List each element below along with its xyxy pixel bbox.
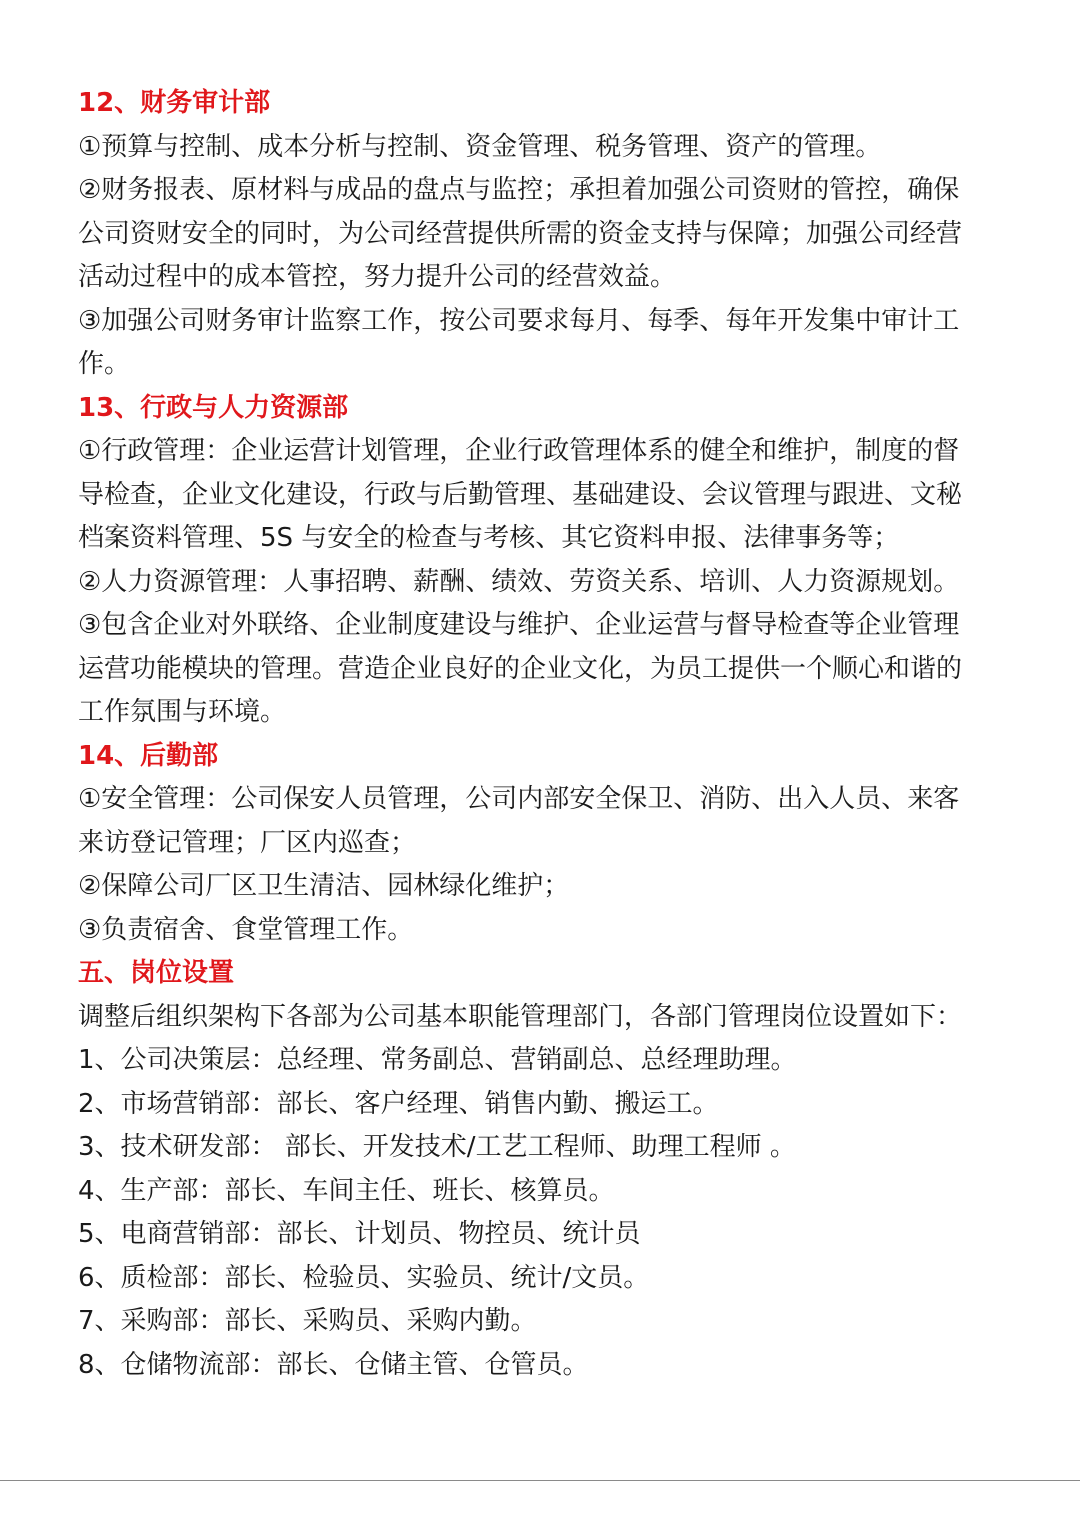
finance-item-2-line-2: 公司资财安全的同时，为公司经营提供所需的资金支持与保障；加强公司经营 <box>78 218 963 249</box>
logistics-item-1-line-1: ①安全管理：公司保安人员管理，公司内部安全保卫、消防、出入人员、来客 <box>78 784 960 814</box>
positions-item-7: 7、采购部：部长、采购员、采购内勤。 <box>78 1306 537 1336</box>
positions-item-1: 1、公司决策层：总经理、常务副总、营销副总、总经理助理。 <box>78 1045 797 1075</box>
finance-item-2-line-1: ②财务报表、原材料与成品的盘点与监控；承担着加强公司资财的管控，确保 <box>78 175 960 205</box>
admin-item-3-line-2: 运营功能模块的管理。营造企业良好的企业文化，为员工提供一个顺心和谐的 <box>78 653 963 684</box>
positions-intro: 调整后组织架构下各部为公司基本职能管理部门，各部门管理岗位设置如下： <box>78 1001 963 1032</box>
finance-item-3-line-1: ③加强公司财务审计监察工作，按公司要求每月、每季、每年开发集中审计工 <box>78 305 960 336</box>
section-heading-admin-hr: 13、行政与人力资源部 <box>78 392 349 423</box>
logistics-item-2: ②保障公司厂区卫生清洁、园林绿化维护； <box>78 871 570 901</box>
admin-item-2: ②人力资源管理：人事招聘、薪酬、绩效、劳资关系、培训、人力资源规划。 <box>78 566 960 597</box>
positions-item-4: 4、生产部：部长、车间主任、班长、核算员。 <box>78 1175 615 1206</box>
positions-item-5: 5、电商营销部：部长、计划员、物控员、统计员 <box>78 1219 641 1249</box>
admin-item-1-line-2: 导检查，企业文化建设，行政与后勤管理、基础建设、会议管理与跟进、文秘 <box>78 479 963 510</box>
admin-item-1-line-1: ①行政管理：企业运营计划管理，企业行政管理体系的健全和维护，制度的督 <box>78 436 960 466</box>
logistics-item-1-line-2: 来访登记管理；厂区内巡查； <box>78 827 417 858</box>
finance-item-1: ①预算与控制、成本分析与控制、资金管理、税务管理、资产的管理。 <box>78 131 882 162</box>
document-page <box>78 82 1008 1387</box>
positions-item-3: 3、技术研发部： 部长、开发技术/工艺工程师、助理工程师 。 <box>78 1132 796 1162</box>
logistics-item-3: ③负责宿舍、食堂管理工作。 <box>78 914 414 945</box>
admin-item-3-line-3: 工作氛围与环境。 <box>78 697 287 727</box>
section-heading-finance-audit: 12、财务审计部 <box>78 88 271 118</box>
positions-item-8: 8、仓储物流部：部长、仓储主管、仓管员。 <box>78 1349 589 1380</box>
section-heading-logistics: 14、后勤部 <box>78 740 219 771</box>
section-heading-positions: 五、岗位设置 <box>78 958 235 988</box>
positions-item-6: 6、质检部：部长、检验员、实验员、统计/文员。 <box>78 1262 650 1293</box>
finance-item-3-line-2: 作。 <box>78 349 131 379</box>
admin-item-3-line-1: ③包含企业对外联络、企业制度建设与维护、企业运营与督导检查等企业管理 <box>78 610 960 640</box>
positions-item-2: 2、市场营销部：部长、客户经理、销售内勤、搬运工。 <box>78 1088 719 1119</box>
admin-item-1-line-3: 档案资料管理、5S 与安全的检查与考核、其它资料申报、法律事务等； <box>78 523 900 553</box>
page-bottom-divider <box>0 1480 1080 1481</box>
finance-item-2-line-3: 活动过程中的成本管控，努力提升公司的经营效益。 <box>78 262 677 292</box>
